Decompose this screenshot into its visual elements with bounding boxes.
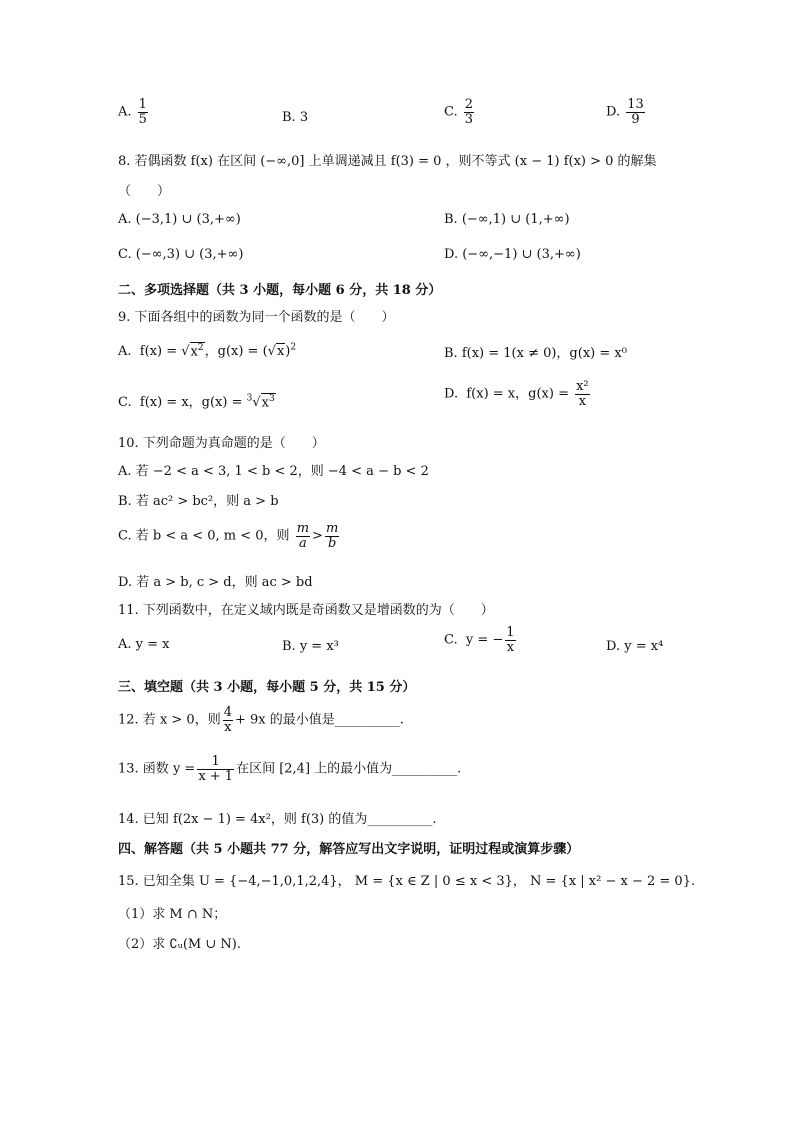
q11-option-d: D. y = x⁴: [606, 639, 664, 654]
q7-option-c: [444, 98, 476, 126]
q8-blank: （ ）: [118, 184, 171, 199]
q11-option-c: [444, 626, 518, 654]
q15-stem: 15. 已知全集 U = {−4,−1,0,1,2,4}， M = {x ∈ Z | 0 ≤ x < 3}， N = {x | x² − x − 2 = 0}.: [118, 874, 696, 889]
option-label: D.: [444, 386, 459, 402]
function-pair: f(x) = x，g(x) =: [139, 395, 247, 410]
question-text: 12. 若 x > 0，则: [118, 712, 221, 728]
fraction: [223, 706, 233, 734]
option-label: C.: [118, 395, 132, 410]
numerator: 2: [464, 97, 474, 112]
q11-option-a: A. y = x: [118, 637, 170, 652]
q9-stem: 9. 下面各组中的函数为同一个函数的是（ ）: [118, 310, 395, 325]
q9-option-b: B. f(x) = 1(x ≠ 0)，g(x) = x⁰: [444, 346, 627, 361]
numerator: 13: [627, 97, 644, 112]
q9-option-a: [118, 340, 296, 359]
question-text: + 9x 的最小值是__________.: [234, 712, 404, 728]
q15-part1: （1）求 M ∩ N；: [118, 907, 227, 922]
q7-option-d: [606, 98, 647, 126]
numerator: x²: [576, 379, 589, 394]
question-text: 13. 函数 y =: [118, 761, 196, 777]
q7-option-b: [282, 110, 308, 125]
q10-option-b: B. 若 ac² > bc²，则 a > b: [118, 494, 279, 509]
q7-option-a: [118, 98, 150, 126]
option-label: A.: [118, 104, 132, 120]
q10-option-a: A. 若 −2 < a < 3, 1 < b < 2，则 −4 < a − b < 2: [118, 464, 429, 479]
cube-root: $^3√x^3$: [246, 393, 275, 410]
denominator: x: [224, 719, 232, 735]
function-pair: f(x) = x，g(x) =: [466, 386, 574, 402]
section-heading: 三、填空题（共 3 小题，每小题 5 分，共 15 分）: [118, 680, 416, 695]
q12: [118, 706, 404, 734]
numerator: 1: [138, 97, 147, 112]
q10-option-d: D. 若 a > b, c > d，则 ac > bd: [118, 575, 313, 590]
option-label: D.: [606, 104, 621, 120]
q8-option-a: A. (−3,1) ∪ (3,+∞): [118, 212, 241, 227]
denominator: 3: [464, 111, 474, 127]
fraction: [138, 98, 148, 126]
numerator: 1: [506, 625, 515, 640]
section-heading: 四、解答题（共 5 小题共 77 分，解答应写出文字说明，证明过程或演算步骤）: [118, 842, 580, 857]
q11-option-b: B. y = x³: [282, 639, 339, 654]
option-label: C.: [444, 104, 458, 120]
function-g: ，g(x) =: [204, 344, 263, 359]
fraction: [626, 98, 645, 126]
q13: [118, 755, 461, 783]
fraction: [464, 98, 474, 126]
q8-option-b: B. (−∞,1) ∪ (1,+∞): [444, 212, 570, 227]
q8-stem: 8. 若偶函数 f(x) 在区间 (−∞,0] 上单调递减且 f(3) = 0 ，则不等式 (x − 1) f(x) > 0 的解集: [118, 154, 657, 169]
question-text: 在区间 [2,4] 上的最小值为__________.: [236, 761, 462, 777]
q11-stem: 11. 下列函数中，在定义域内既是奇函数又是增函数的为（ ）: [118, 603, 494, 618]
q8-option-d: D. (−∞,−1) ∪ (3,+∞): [444, 247, 581, 262]
option-label: A.: [118, 344, 132, 359]
denominator: 5: [138, 111, 147, 127]
option-text: C. 若 b < a < 0, m < 0，则: [118, 528, 294, 544]
denominator: x + 1: [198, 768, 234, 784]
q15-part2: （2）求 ∁ᵤ(M ∪ N).: [118, 937, 241, 952]
fraction: [296, 522, 310, 550]
section-heading: 二、多项选择题（共 3 小题，每小题 6 分，共 18 分）: [118, 283, 442, 298]
q14: 14. 已知 f(2x − 1) = 4x²，则 f(3) 的值为__________.: [118, 812, 437, 827]
numerator: 1: [197, 755, 234, 770]
numerator: 4: [223, 705, 232, 720]
option-value: 3: [299, 110, 309, 125]
denominator: b: [327, 535, 337, 551]
fraction: [325, 522, 339, 550]
fraction: [197, 755, 234, 783]
denominator: x: [578, 393, 587, 409]
q9-option-c: [118, 391, 276, 410]
numerator: m: [325, 521, 339, 536]
option-label: C.: [444, 632, 458, 648]
sqrt-squared: $(√x)^2$: [262, 342, 297, 359]
denominator: 9: [631, 111, 640, 127]
function-f: f(x) =: [139, 344, 182, 359]
sqrt-symbol: $√x^2$: [181, 342, 204, 359]
option-text: y = −: [465, 632, 504, 648]
denominator: a: [298, 535, 307, 551]
q10-stem: 10. 下列命题为真命题的是（ ）: [118, 436, 325, 451]
denominator: x: [506, 639, 515, 655]
q8-option-c: C. (−∞,3) ∪ (3,+∞): [118, 247, 244, 262]
fraction: [505, 626, 515, 654]
fraction: [575, 380, 590, 408]
numerator: m: [296, 521, 310, 536]
q10-option-c: C. 若 b < a < 0, m < 0，则 $\frac{m}{a}$ > $\frac{m}{b}$: [118, 521, 339, 551]
q9-option-d: [444, 380, 592, 408]
option-label: B.: [282, 110, 296, 125]
